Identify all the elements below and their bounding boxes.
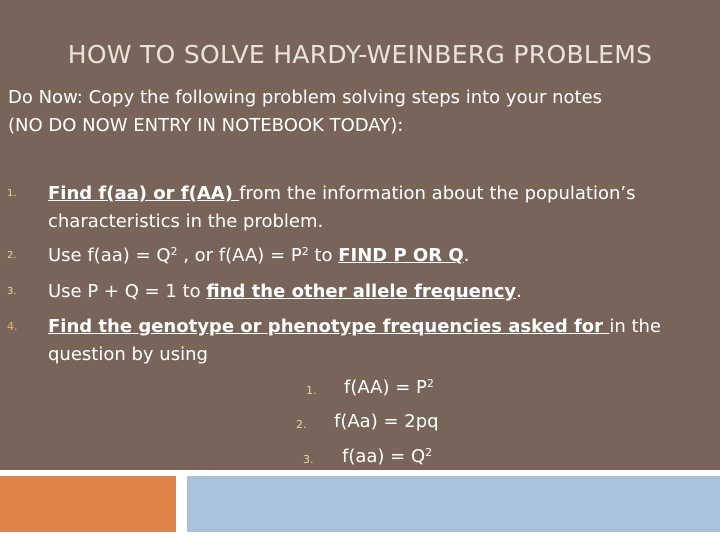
intro-line-1: Do Now: Copy the following problem solving steps into your notes bbox=[8, 87, 603, 108]
footer-orange-bar bbox=[0, 476, 176, 532]
footer-blue-bar bbox=[187, 476, 720, 532]
substep-1-text bbox=[344, 374, 434, 402]
step-1-rest: from the information about the population’s characteristics in the problem. bbox=[48, 183, 636, 232]
substep-1-number: 1. bbox=[306, 384, 317, 397]
step-2-text-a: Use f(aa) = Q bbox=[48, 245, 171, 266]
step-3-text-a: Use P + Q = 1 to bbox=[48, 281, 207, 302]
step-1-text bbox=[48, 180, 708, 236]
substep-2-formula: f(Aa) = 2pq bbox=[334, 411, 439, 432]
slide-title: HOW TO SOLVE HARDY-WEINBERG PROBLEMS bbox=[67, 40, 653, 69]
substep-3-number: 3. bbox=[303, 453, 314, 466]
step-3-number: 3. bbox=[7, 286, 17, 297]
intro-text bbox=[8, 84, 708, 140]
step-2-text bbox=[48, 242, 708, 270]
substep-3-formula: f(aa) = Q bbox=[342, 446, 426, 467]
step-2-text-b: , or f(AA) = P bbox=[177, 245, 302, 266]
step-1-number: 1. bbox=[7, 188, 17, 199]
step-2-text-c: to bbox=[308, 245, 339, 266]
step-2-text-d: . bbox=[463, 245, 470, 266]
substep-3-sup: 2 bbox=[425, 446, 433, 459]
substep-2-number: 2. bbox=[296, 418, 307, 431]
step-2-sup-a: 2 bbox=[170, 245, 178, 258]
step-4-rest: in the question by using bbox=[48, 316, 661, 365]
step-4-bold: Find the genotype or phenotype frequencies asked for bbox=[48, 316, 610, 337]
step-4-text bbox=[48, 313, 708, 369]
substep-1-sup: 2 bbox=[426, 377, 434, 390]
step-2-bold: FIND P OR Q bbox=[338, 245, 464, 266]
step-4-number: 4. bbox=[7, 320, 18, 333]
step-3-text bbox=[48, 278, 708, 306]
step-2-sup-b: 2 bbox=[301, 245, 309, 258]
step-3-bold: find the other allele frequency bbox=[206, 281, 517, 302]
step-1-bold: Find f(aa) or f(AA) bbox=[48, 183, 240, 204]
intro-line-2: (NO DO NOW ENTRY IN NOTEBOOK TODAY): bbox=[8, 115, 404, 136]
step-2-number: 2. bbox=[7, 250, 17, 261]
substep-1-formula: f(AA) = P bbox=[344, 377, 427, 398]
substep-3-text bbox=[342, 443, 432, 471]
step-3-text-b: . bbox=[516, 281, 522, 302]
substep-2-text bbox=[334, 408, 439, 436]
